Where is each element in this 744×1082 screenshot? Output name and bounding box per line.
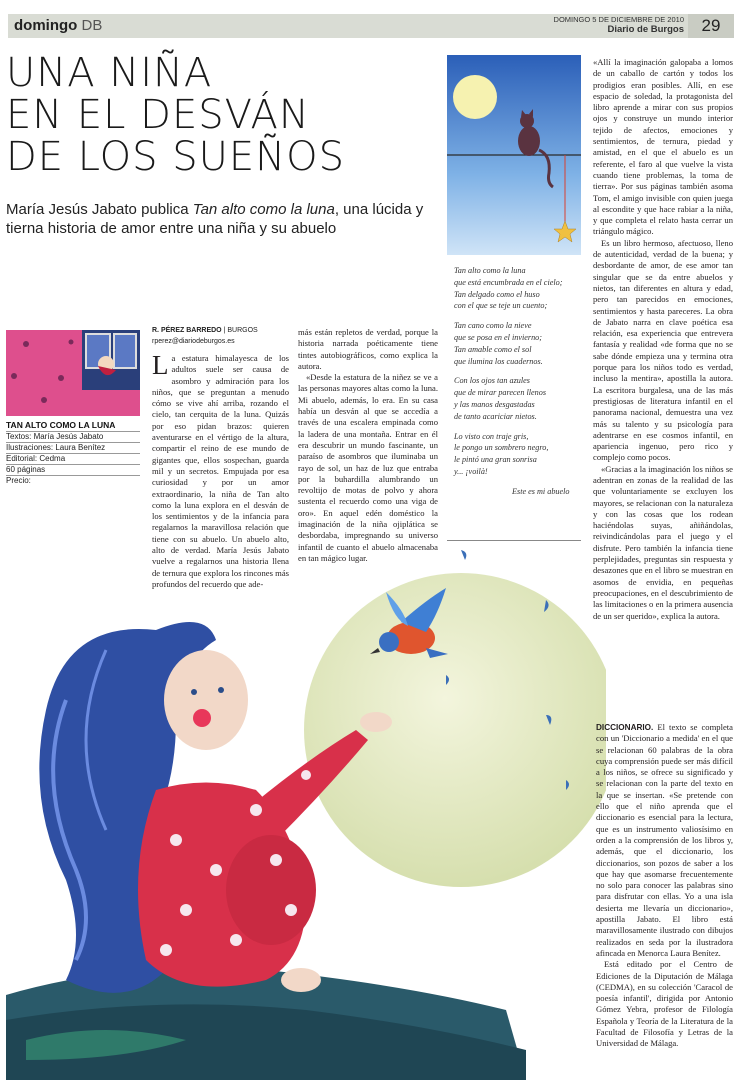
body-column-3: «Allí la imaginación galopaba a lomos de un caballo de cartón y todos los prodigios eran posibles. Allí, en ese espacio de soledad, la protagonista del libro aprende a mirar con sus propios ojos y construye un mundo interior tejido de afectos, emociones y sentimientos, de ternura, piedad y amistad, en el que el abuelo es un referente, el faro al que vuelve la vista cuando tiene problemas, la toma de tierra». Por sus páginas también asoma Tom, el amigo invisible con quien juega al escondite y que hace rabiar a la niña, y que completa el relato hasta cerrar un triángulo mágico. Es un libro hermoso, afectuoso, lleno de autenticidad, verdad de la buena; y desbordante de amor, de ese amor tan singular que se da entre abuelos y nietos, tan diferentes en altura y edad, pero tan parecidos en emociones, sentimientos y hasta pareceres. La obra de Jabato narra en clave poética esa relación, esa experiencia que entrevera fantasía y realidad «de forma que no se sabe dónde empieza una y termina otra porque para los niños todo es verdad, incluso la mentira», apostilla la autora. La escritora burgalesa, una de las más prestigiosas de literatura infantil en el panorama nacional, demuestra una vez más su talento y su psicología para adentrarse en ese cosmos infantil, en apariencia ingenuo, pero rico y complejo como pocos. «Gracias a la imaginación los niños se adentran en zonas de la realidad de las que voluntariamente se excluyen los mayores, se relacionan con la naturaleza y con las cosas que los rodean haciéndolas suyas, añiñándolas, reivindicándolas para el juego y el disfrute. Pero también la infancia tiene perplejidades, preguntas sin respuesta y desazones que en el libro se muestran en asomos de envidia, en pequeñas preocupaciones, en el descubrimiento de las limitaciones o en la primera ausencia de un ser querido», explica la autora. — [593, 57, 733, 621]
poem-stanza: Tan alto como la luna que está encumbrada en el cielo; Tan delgado como el huso con el que se teje un cuento; — [454, 266, 563, 311]
book-illustrations: Ilustraciones: Laura Benítez — [6, 442, 140, 453]
poem — [454, 265, 580, 506]
page-number: 29 — [688, 14, 734, 38]
poem-stanza: Lo visto con traje gris, le pongo un sombrero negro, le pintó una gran sonrisa y... ¡voilà! — [454, 431, 549, 476]
poem-stanza: Tan cano como la nieve que se posa en el invierno; Tan amable como el sol que ilumina los cuadernos. — [454, 321, 543, 366]
girl-moon-illustration — [6, 540, 606, 1080]
subtitle: María Jesús Jabato publica Tan alto como la luna, una lúcida y tierna historia de amor entre una niña y su abuelo — [6, 201, 424, 237]
section-heading: DICCIONARIO. — [596, 723, 654, 732]
book-pages: 60 páginas — [6, 464, 140, 475]
poem-stanza: Con los ojos tan azules que de mirar parecen llenos y las manos desgastadas de tanto acariciar nietos. — [454, 376, 547, 421]
headline-line: DE LOS SUEÑOS — [6, 134, 345, 180]
byline: R. PÉREZ BARREDO | BURGOS — [152, 327, 258, 334]
header-date: DOMINGO 5 DE DICIEMBRE DE 2010 Diario de Burgos — [553, 15, 684, 35]
poem-closing: Este es mi abuelo — [512, 486, 570, 496]
author-email[interactable]: rperez@diariodeburgos.es — [152, 338, 235, 345]
headline — [6, 52, 436, 178]
book-price: Precio: — [6, 475, 140, 486]
book-title: TAN ALTO COMO LA LUNA — [6, 420, 116, 430]
headline-line: UNA NIÑA — [6, 50, 213, 96]
headline-line: EN EL DESVÁN — [6, 92, 310, 138]
book-publisher: Editorial: Cedma — [6, 453, 140, 464]
section-label: domingo DB — [14, 17, 103, 34]
body-column-1: La estatura himalayesca de los adultos suele ser causa de asombro y admiración para los niños, que se preguntan a menudo cómo se vive ahí arriba, rozando el cielo, tan cerquita de la luna. Quizás por eso pidan brazos: quieren aventurarse en el vértigo de la altura, compartir el reino de ese mundo de gigantes que, ellos sospechan, guarda mil y un secretos. Empujada por esa curiosidad y por un amor extraordinario, la niña de Tan alto como la luna explora en el desván de los sentimientos y de la infancia para regalarnos la maravillosa relación que tiene con su abuelo. Un abuelo alto, alto de verdad. María Jesús Jabato vuelve a regalarnos una historia llena de ternura que explora los rincones más profundos del recuerdo que ade- — [152, 350, 289, 589]
body-column-3-lower: DICCIONARIO. El texto se completa con un 'Diccionario a medida' en el que se relacionan 60 palabras de la obra cuya comprensión puede ser más difícil a los niños, se ofrece su significado y se relacionan con la parte del texto en la que se insertan. «Se pretende con ello que el niño aprenda que el diccionario es esencial para la lectura, que es un instrumento valiosísimo en orden a la comprensión de los libros y, además, que el diccionario, los diccionarios, son pozos de saber a los que hay que asomarse frecuentemente no solo para conocer las palabras sino para disfrutar con ellas. Yo a una isla desierta me llevaría un diccionario», apostilla Jabato. El libro está maravillosamente ilustrado con dibujos realizados en seda por la ilustradora afincada en Menorca Laura Benítez. Está editado por el Centro de Ediciones de la Diputación de Málaga (CEDMA), en su colección 'Caracol de poesía infantil', dirigida por Antonio Gómez Yebra, profesor de Filología Española y Teoría de la Literatura de la Facultad de Filosofía y Letras de la Universidad de Málaga. — [596, 722, 733, 1049]
cat-moon-illustration — [447, 55, 581, 255]
book-texts: Textos: María Jesús Jabato — [6, 431, 140, 442]
body-column-2: más están repletos de verdad, porque la historia narrada poéticamente tiene tintes autobiográficos, como explica la autora. «Desde la estatura de la niñez se ve a las personas mayores altas como la luna. Mi abuelo, además, lo era. En su casa había un desván al que se accedía a través de una escalera empinada como la ladera de una montaña. Entrar en él era descubrir un mundo fascinante, un paraíso de asombros que iluminaba un rayo de sol, un haz de luz que entraba por la buhardilla alumbrando un revoltijo de motas de polvo y ahora sustenta el recuerdo como una viga de oro». En aquel edén doméstico la imaginación de la niña ojiplática se desbordaba, impregnando su universo infantil de cuanto el abuelo almacenaba en tan mágico lugar. — [298, 327, 438, 563]
book-cover-image — [6, 330, 140, 416]
drop-cap: L — [152, 350, 169, 380]
